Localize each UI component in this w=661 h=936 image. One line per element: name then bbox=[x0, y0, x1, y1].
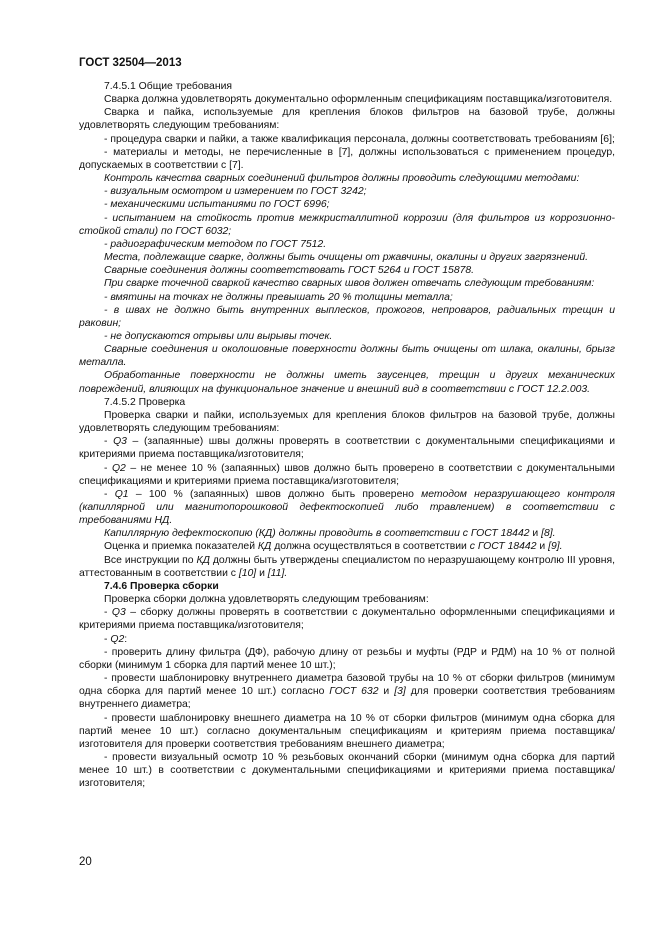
paragraph: Сварка должна удовлетворять документально оформленным спецификациям поставщика/изготовителя. bbox=[104, 94, 613, 106]
list-item: - визуальным осмотром и измерением по ГОСТ 3242; bbox=[104, 186, 367, 198]
page-number: 20 bbox=[79, 856, 92, 868]
paragraph: Сварка и пайка, используемые для крепления блоков фильтров на базовой трубе, должны удовлетворять следующим требованиям: bbox=[79, 107, 615, 132]
paragraph: Места, подлежащие сварке, должны быть очищены от ржавчины, окалины и других загрязнений. bbox=[104, 252, 588, 264]
list-item: - процедура сварки и пайки, а также квалификация персонала, должны соответствовать требованиям [6]; bbox=[104, 133, 615, 145]
subsection-heading-7452: 7.4.5.2 Проверка bbox=[104, 396, 186, 408]
list-item: - Q1 – 100 % (запаянных) швов должно быть проверено методом неразрушающего контроля (капиллярной или магнитопорошковой дефектоскопией либо травлением) в соответствии с требованиями НД. bbox=[79, 488, 615, 527]
list-item: - провести визуальный осмотр 10 % резьбовых окончаний сборки (минимум одна сборка для партий менее 10 шт.) в соответствии с документальными спецификациями и критериями приема поставщика/изготовителя; bbox=[79, 751, 615, 790]
list-item: - проверить длину фильтра (ДФ), рабочую длину от резьбы и муфты (РДР и РДМ) на 10 % от полной сборки (минимум 1 сборка для партий менее 10 шт.); bbox=[79, 646, 615, 671]
paragraph: При сварке точечной сваркой качество сварных швов должен отвечать следующим требованиям: bbox=[104, 278, 595, 290]
paragraph: Проверка сварки и пайки, используемых для крепления блоков фильтров на базовой трубе, должны удовлетворять следующим требованиям: bbox=[79, 409, 615, 435]
list-item: - Q3 – (запаянные) швы должны проверять в соответствии с документальными спецификациями и критериями приема поставщика/изготовителя; bbox=[79, 436, 615, 461]
paragraph: Сварные соединения должны соответствовать ГОСТ 5264 и ГОСТ 15878. bbox=[104, 265, 475, 277]
list-item: - испытанием на стойкость против межкристаллитной коррозии (для фильтров из коррозионно-стойкой стали) по ГОСТ 6032; bbox=[79, 212, 615, 237]
list-item: - Q2 – не менее 10 % (запаянных) швов должно быть проверено в соответствии с документальными спецификациями и критериями приема поставщика/изготовителя; bbox=[79, 462, 615, 487]
document-header: ГОСТ 32504—2013 bbox=[79, 57, 182, 69]
list-item: - механическими испытаниями по ГОСТ 6996; bbox=[104, 199, 330, 211]
list-item: - провести шаблонировку внутреннего диаметра базовой трубы на 10 % от сборки фильтров (минимум одна сборка для партий менее 10 шт.) согласно ГОСТ 632 и [3] для проверки соответствия требованиям внутреннего диаметра; bbox=[79, 673, 615, 711]
paragraph: Все инструкции по КД должны быть утверждены специалистом по неразрушающему контролю III уровня, аттестованным в соответствии с [10] и [11]. bbox=[79, 554, 615, 579]
section-heading-746: 7.4.6 Проверка сборки bbox=[104, 580, 219, 592]
document-body bbox=[79, 80, 615, 790]
list-item: - материалы и методы, не перечисленные в [7], должны использоваться с применением процедур, допускаемых в соответствии с [7]. bbox=[79, 146, 615, 171]
list-item: - Q2: bbox=[104, 633, 128, 645]
paragraph: Обработанные поверхности не должны иметь заусенцев, трещин и других механических повреждений, влияющих на функциональное значение и внешний вид в соответствии с ГОСТ 12.2.003. bbox=[79, 370, 615, 395]
paragraph: Контроль качества сварных соединений фильтров должны проводить следующими методами: bbox=[104, 173, 580, 185]
paragraph: Оценка и приемка показателей КД должна осуществляться в соответствии с ГОСТ 18442 и [9]. bbox=[104, 541, 563, 553]
paragraph: Проверка сборки должна удовлетворять следующим требованиям: bbox=[104, 594, 429, 606]
paragraph: Капиллярную дефектоскопию (КД) должны проводить в соответствии с ГОСТ 18442 и [8]. bbox=[104, 528, 556, 540]
list-item: - в швах не должно быть внутренних выплесков, прожогов, непроваров, радиальных трещин и раковин; bbox=[79, 304, 615, 329]
list-item: - провести шаблонировку внешнего диаметра на 10 % от сборки фильтров (минимум одна сборка для партий менее 10 шт.) согласно документальным спецификациям и критериям приема поставщика/изготовителя для проверки соответствия требованиям внешнего диаметра; bbox=[79, 712, 615, 750]
list-item: - радиографическим методом по ГОСТ 7512. bbox=[104, 238, 327, 250]
list-item: - Q3 – сборку должны проверять в соответствии с документально оформленными спецификациями и критериями приема поставщика/изготовителя; bbox=[79, 607, 615, 632]
list-item: - не допускаются отрывы или вырывы точек. bbox=[104, 330, 333, 342]
subsection-heading-7451: 7.4.5.1 Общие требования bbox=[104, 81, 232, 92]
list-item: - вмятины на точках не должны превышать 20 % толщины металла; bbox=[104, 291, 453, 303]
paragraph: Сварные соединения и околошовные поверхности должны быть очищены от шлака, окалины, брызг металла. bbox=[79, 344, 615, 369]
